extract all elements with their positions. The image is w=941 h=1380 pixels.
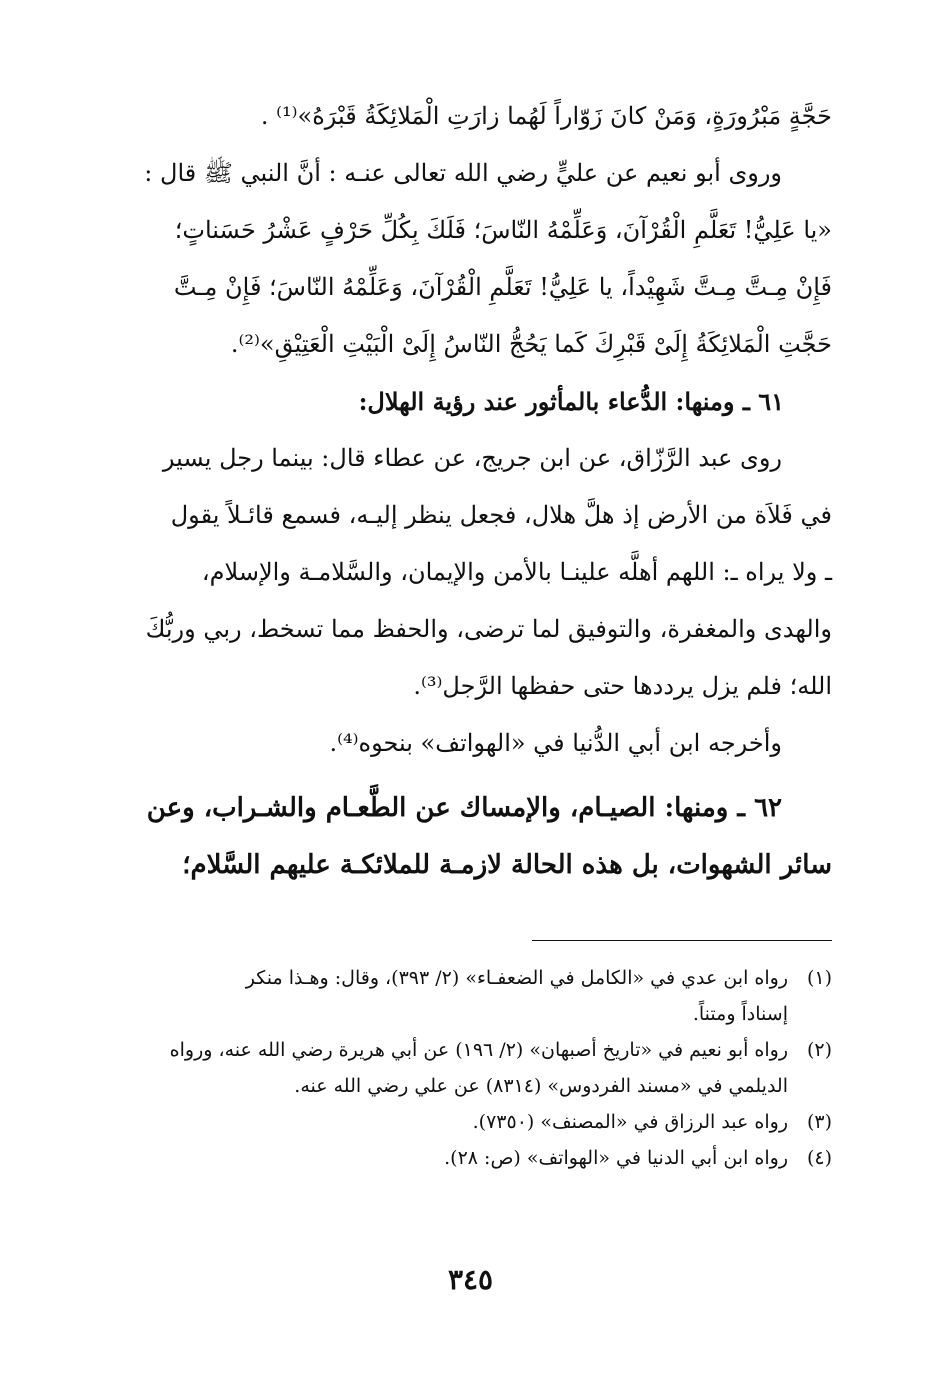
footnote-1: [110, 960, 832, 1032]
text-line: في فَلاَة من الأرض إذ هلَّ هلال، فجعل ينظر إليـه، فسمع قائـلاً يقول: [170, 501, 832, 529]
page-number: ٣٤٥: [447, 1263, 494, 1296]
footnote-number: (٣): [806, 1111, 832, 1133]
footnote-number: (٤): [806, 1147, 832, 1169]
text-line: ٦٢ ـ ومنها: الصيـام، والإمساك عن الطَّعـام والشـراب، وعن: [146, 793, 782, 823]
footnote-number: (١): [806, 967, 832, 989]
text-line: ـ ولا يراه ـ: اللهم أهلَّه علينـا بالأمن والإيمان، والسَّلامـة والإسلام،: [201, 558, 832, 586]
footnote-number: (٢): [806, 1039, 832, 1061]
footnote-3: [110, 1104, 832, 1140]
text-line: حَجَّتِ الْمَلائِكَةُ إِلَىْ قَبْرِكَ كَما يَحُجُّ النّاسُ إِلَىْ الْبَيْتِ الْعَتِيْقِ»⁽²⁾.: [230, 330, 832, 358]
footnote-4: [110, 1140, 832, 1176]
main-text: [110, 88, 832, 894]
paragraph-hadith-continuation: [110, 88, 832, 145]
footnote-separator: [532, 940, 832, 941]
footnote-text: [110, 1140, 788, 1176]
text-line: فَإِنْ مِـتَّ مِـتَّ شَهِيْداً، يا عَلِيُّ! تَعَلَّمِ الْقُرْآنَ، وَعَلِّمْهُ النّاسَ؛ فَإِنْ مِـتَّ: [173, 273, 832, 301]
footnote-line: رواه ابن أبي الدنيا في «الهواتف» (ص: ٢٨).: [444, 1147, 788, 1169]
footnote-line: إسناداً ومتناً.: [692, 1003, 788, 1025]
text-line: حَجَّةٍ مَبْرُورَةٍ، وَمَنْ كانَ زَوّاراً لَهُما زارَتِ الْمَلائِكَةُ قَبْرَهُ»⁽¹⁾ .: [260, 102, 832, 130]
section-heading-61: ٦١ ـ ومنها: الدُّعاء بالمأثور عند رؤية الهلال:: [358, 387, 784, 416]
paragraph-abd-al-razzaq: [110, 430, 832, 715]
footnote-line: الديلمي في «مسند الفردوس» (٨٣١٤) عن علي رضي الله عنه.: [294, 1075, 788, 1097]
paragraph-ibn-abi-dunya: وأخرجه ابن أبي الدُّنيا في «الهواتف» بنحوه⁽⁴⁾.: [329, 729, 782, 757]
footnote-line: رواه عبد الرزاق في «المصنف» (٧٣٥٠).: [472, 1111, 788, 1133]
text-line: وروى أبو نعيم عن عليٍّ رضي الله تعالى عنـه : أنَّ النبي ﷺ قال :: [144, 159, 782, 187]
paragraph-abu-nuaym: [110, 145, 832, 373]
text-line: «يا عَلِيُّ! تَعَلَّمِ الْقُرْآنَ، وَعَلِّمْهُ النّاسَ؛ فَلَكَ بِكُلِّ حَرْفٍ عَشْرُ حَسَناتٍ؛: [174, 216, 832, 244]
footnote-text: [110, 1032, 788, 1104]
section-heading-62: [110, 780, 832, 894]
text-line: روى عبد الرَّزّاق، عن ابن جريج، عن عطاء قال: بينما رجل يسير: [162, 444, 782, 472]
text-line: سائر الشهوات، بل هذه الحالة لازمـة للملائكـة عليهم السَّلام؛: [182, 850, 832, 880]
text-line: والهدى والمغفرة، والتوفيق لما ترضى، والحفظ مما تسخط، ربي وربُّكَ: [145, 615, 832, 643]
footnotes: [110, 960, 832, 1176]
footnote-2: [110, 1032, 832, 1104]
text-line: الله؛ فلم يزل يرددها حتى حفظها الرَّجل⁽³⁾.: [413, 672, 832, 700]
footnote-text: [110, 960, 788, 1032]
footnote-text: [110, 1104, 788, 1140]
footnote-line: رواه ابن عدي في «الكامل في الضعفـاء» (٢/ ٣٩٣)، وقال: وهـذا منكر: [245, 967, 788, 989]
footnote-line: رواه أبو نعيم في «تاريخ أصبهان» (٢/ ١٩٦) عن أبي هريرة رضي الله عنه، ورواه: [169, 1039, 788, 1061]
